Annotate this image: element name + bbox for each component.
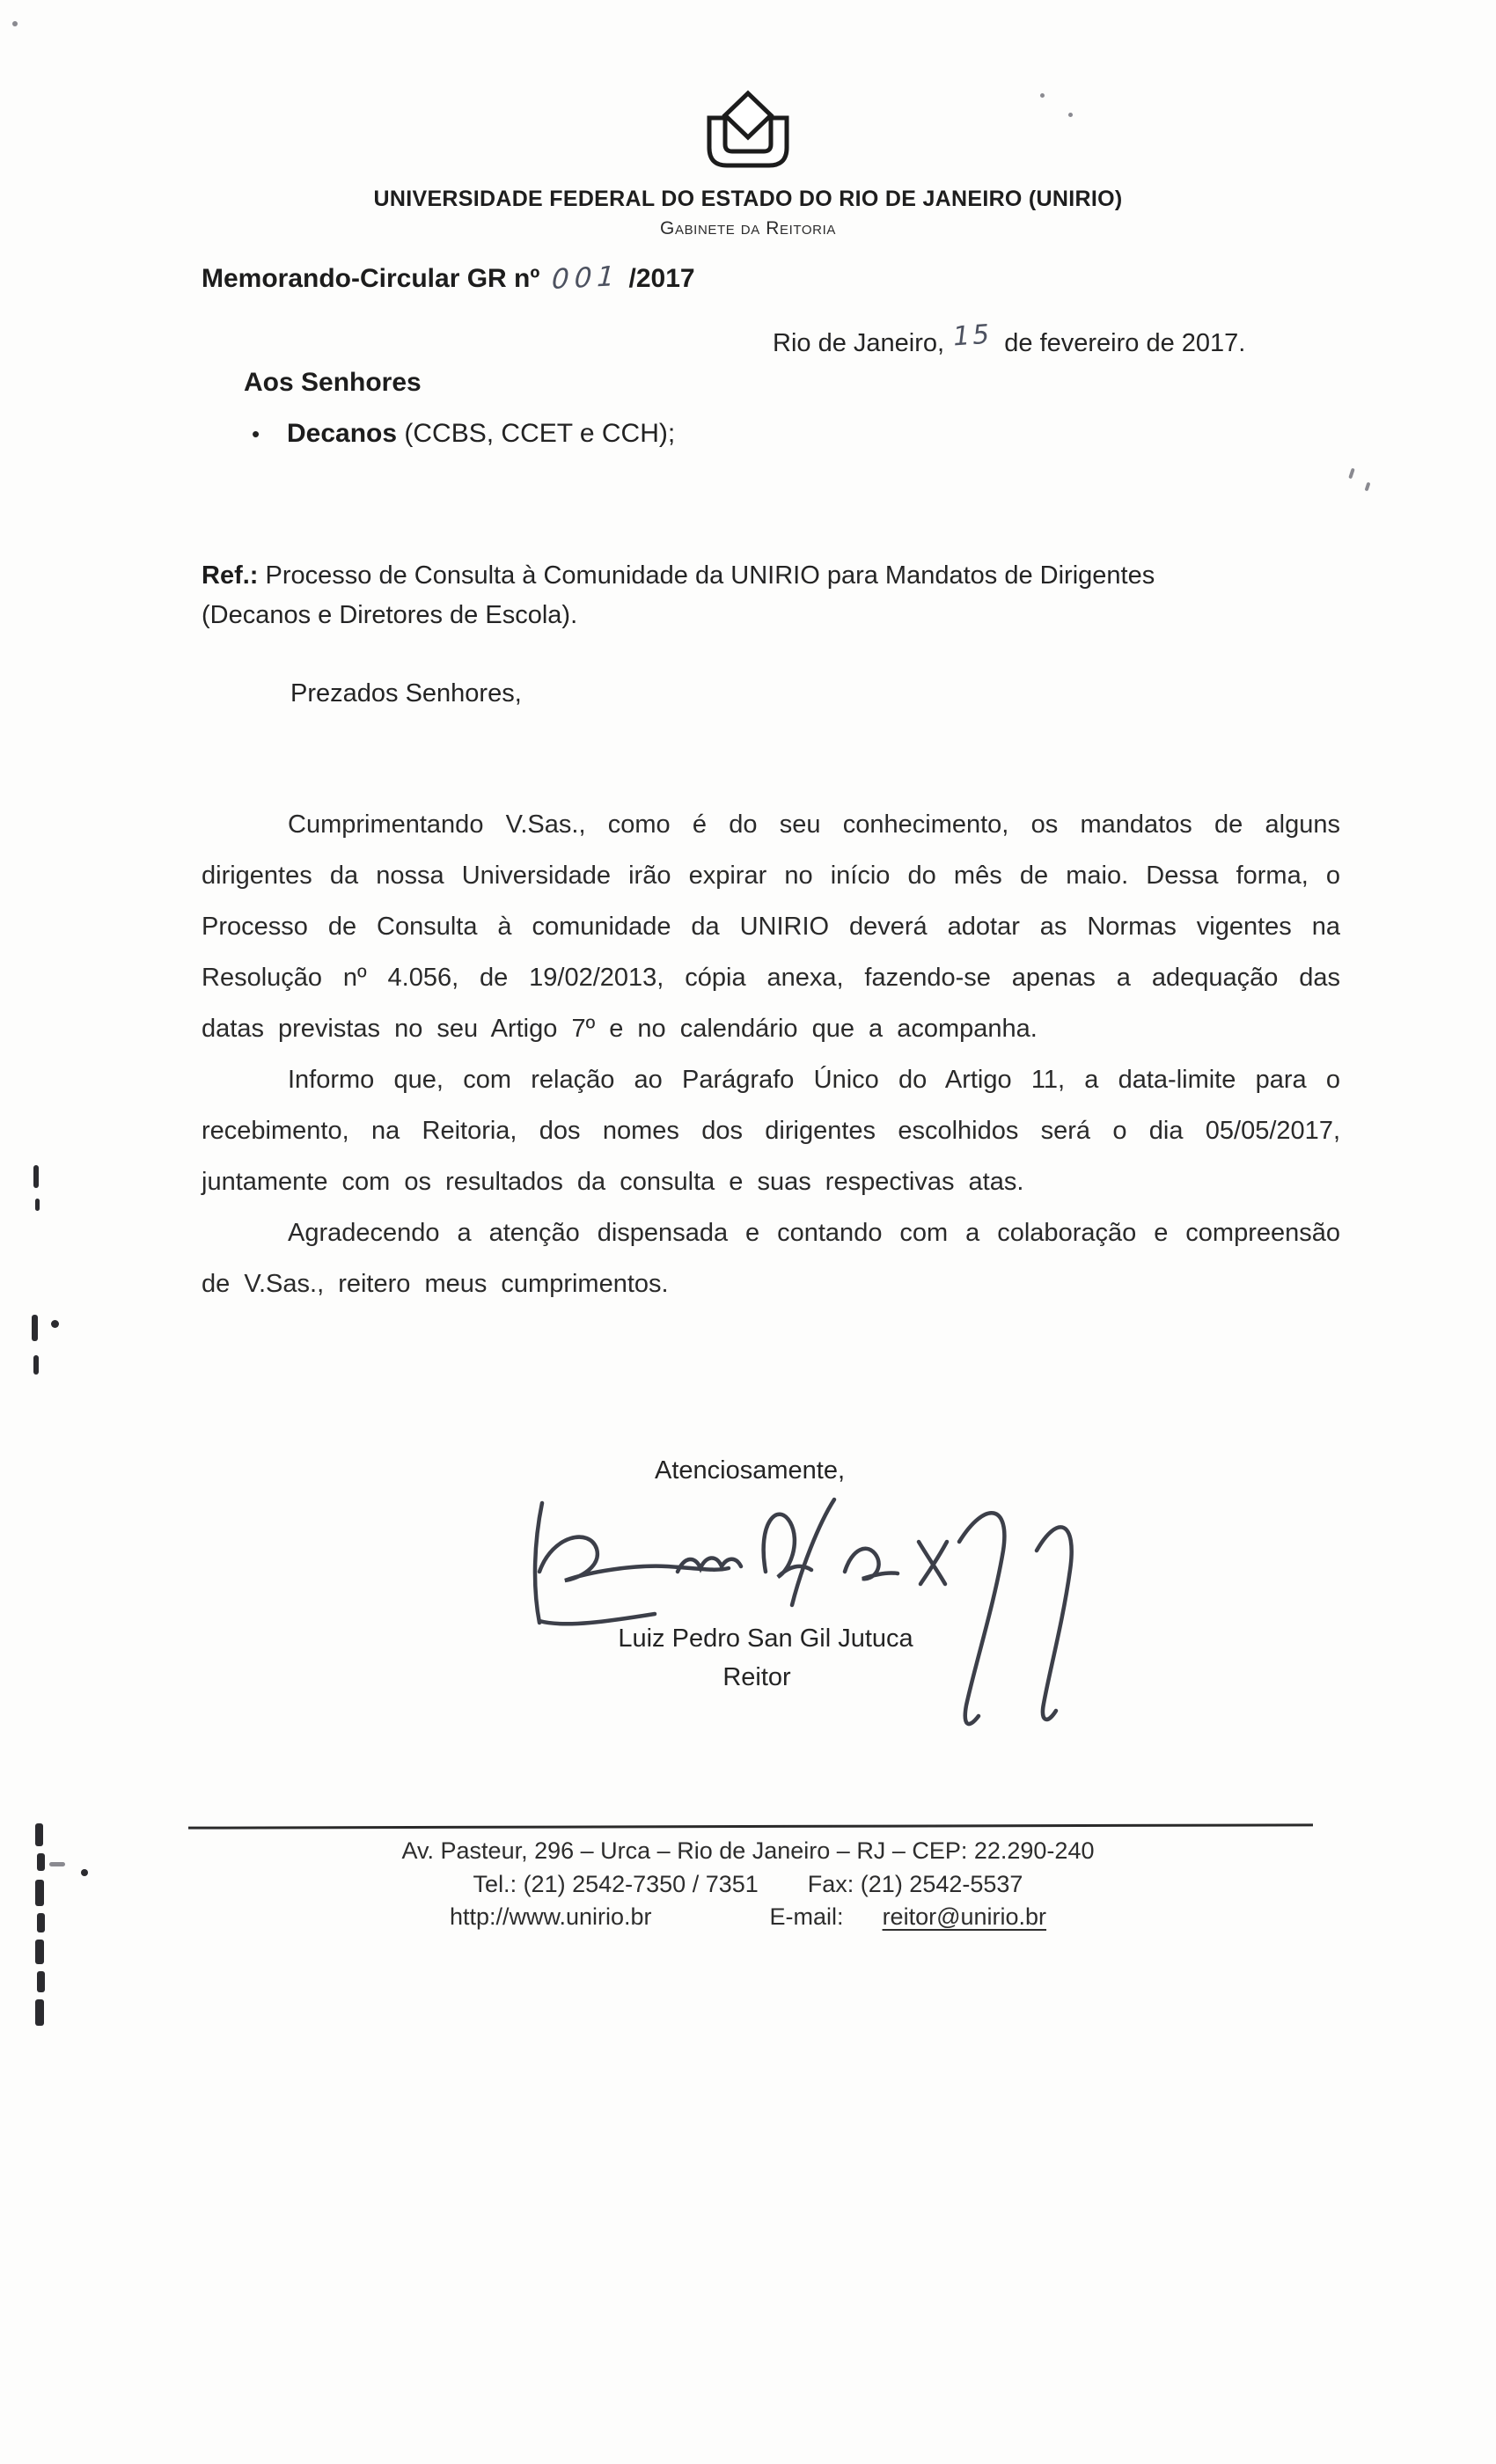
scan-artifact <box>35 1999 44 2026</box>
unirio-logo-icon <box>695 88 801 178</box>
scan-artifact <box>32 1315 38 1341</box>
date-day-handwritten: 15 <box>951 319 994 353</box>
scan-artifact <box>49 1862 65 1866</box>
recipient-name: Decanos <box>287 419 398 448</box>
scan-artifact <box>35 1823 43 1846</box>
scan-artifact <box>37 1913 45 1932</box>
bullet-icon: • <box>252 421 260 447</box>
scan-artifact <box>37 1853 45 1871</box>
signer-title: Reitor <box>722 1663 791 1691</box>
footer-divider <box>188 1823 1313 1829</box>
paragraph-3: Agradecendo a atenção dispensada e contando com a colaboração e compreensão de V.Sas., reitero meus cumprimentos. <box>202 1219 1340 1298</box>
scan-artifact <box>12 21 18 26</box>
date-prefix: Rio de Janeiro, <box>773 329 945 357</box>
scan-artifact <box>35 1199 40 1211</box>
scan-artifact <box>37 1971 45 1992</box>
reference-label: Ref.: <box>202 561 259 590</box>
university-name: UNIVERSIDADE FEDERAL DO ESTADO DO RIO DE JANEIRO (UNIRIO) <box>373 187 1123 211</box>
greeting: Prezados Senhores, <box>290 679 522 708</box>
footer-tel: Tel.: (21) 2542-7350 / 7351 <box>473 1871 759 1897</box>
reference-block <box>202 556 1354 635</box>
closing: Atenciosamente, <box>655 1456 846 1485</box>
memo-number-handwritten: 001 <box>551 260 621 297</box>
scan-artifact <box>33 1165 39 1188</box>
scan-artifact <box>33 1355 39 1375</box>
footer-website: http://www.unirio.br <box>449 1903 652 1930</box>
paragraph-2: Informo que, com relação ao Parágrafo Único do Artigo 11, a data-limite para o recebimento, na Reitoria, dos nomes dos dirigentes escolhidos será o dia 05/05/2017, juntamente com os resultados da consulta e suas respectivas atas. <box>202 1066 1340 1196</box>
footer-phones <box>0 1871 1496 1898</box>
recipient-detail: (CCBS, CCET e CCH); <box>397 419 676 448</box>
scan-artifact <box>1068 113 1073 117</box>
scan-artifact <box>35 1880 44 1906</box>
office-name: Gabinete da Reitoria <box>660 218 836 238</box>
signer-name: Luiz Pedro San Gil Jutuca <box>618 1624 913 1653</box>
scan-artifact <box>1040 93 1045 98</box>
footer-address: Av. Pasteur, 296 – Urca – Rio de Janeiro – RJ – CEP: 22.290-240 <box>401 1837 1095 1864</box>
scan-artifact <box>1348 468 1355 480</box>
paragraph-1: Cumprimentando V.Sas., como é do seu conhecimento, os mandatos de alguns dirigentes da nossa Universidade irão expirar no início do mês de maio. Dessa forma, o Processo de Consulta à comunidade da UNIRIO deverá adotar as Normas vigentes na Resolução nº 4.056, de 19/02/2013, cópia anexa, fazendo-se apenas a adequação das datas previstas no seu Artigo 7º e no calendário que a acompanha. <box>202 810 1340 1043</box>
salutation: Aos Senhores <box>244 368 422 397</box>
reference-text-line1: Processo de Consulta à Comunidade da UNIRIO para Mandatos de Dirigentes <box>258 561 1155 590</box>
reference-text-line2: (Decanos e Diretores de Escola). <box>202 601 578 629</box>
date-suffix: de fevereiro de 2017. <box>1004 329 1246 357</box>
memo-number-line <box>202 260 695 297</box>
footer-email: reitor@unirio.br <box>882 1903 1047 1930</box>
scan-artifact <box>35 1940 44 1964</box>
footer-email-label: E-mail: <box>769 1903 844 1930</box>
recipient-item <box>252 419 675 449</box>
handwritten-signature <box>526 1487 1107 1742</box>
memo-label: Memorando-Circular GR nº <box>202 264 540 293</box>
letter-body <box>202 799 1340 1309</box>
scan-artifact <box>1365 482 1371 492</box>
scan-artifact <box>81 1869 88 1876</box>
footer-fax: Fax: (21) 2542-5537 <box>807 1871 1023 1897</box>
memo-year: /2017 <box>628 264 695 293</box>
footer-web-line <box>0 1903 1496 1931</box>
date-line <box>773 319 1246 358</box>
scan-artifact <box>51 1320 59 1328</box>
